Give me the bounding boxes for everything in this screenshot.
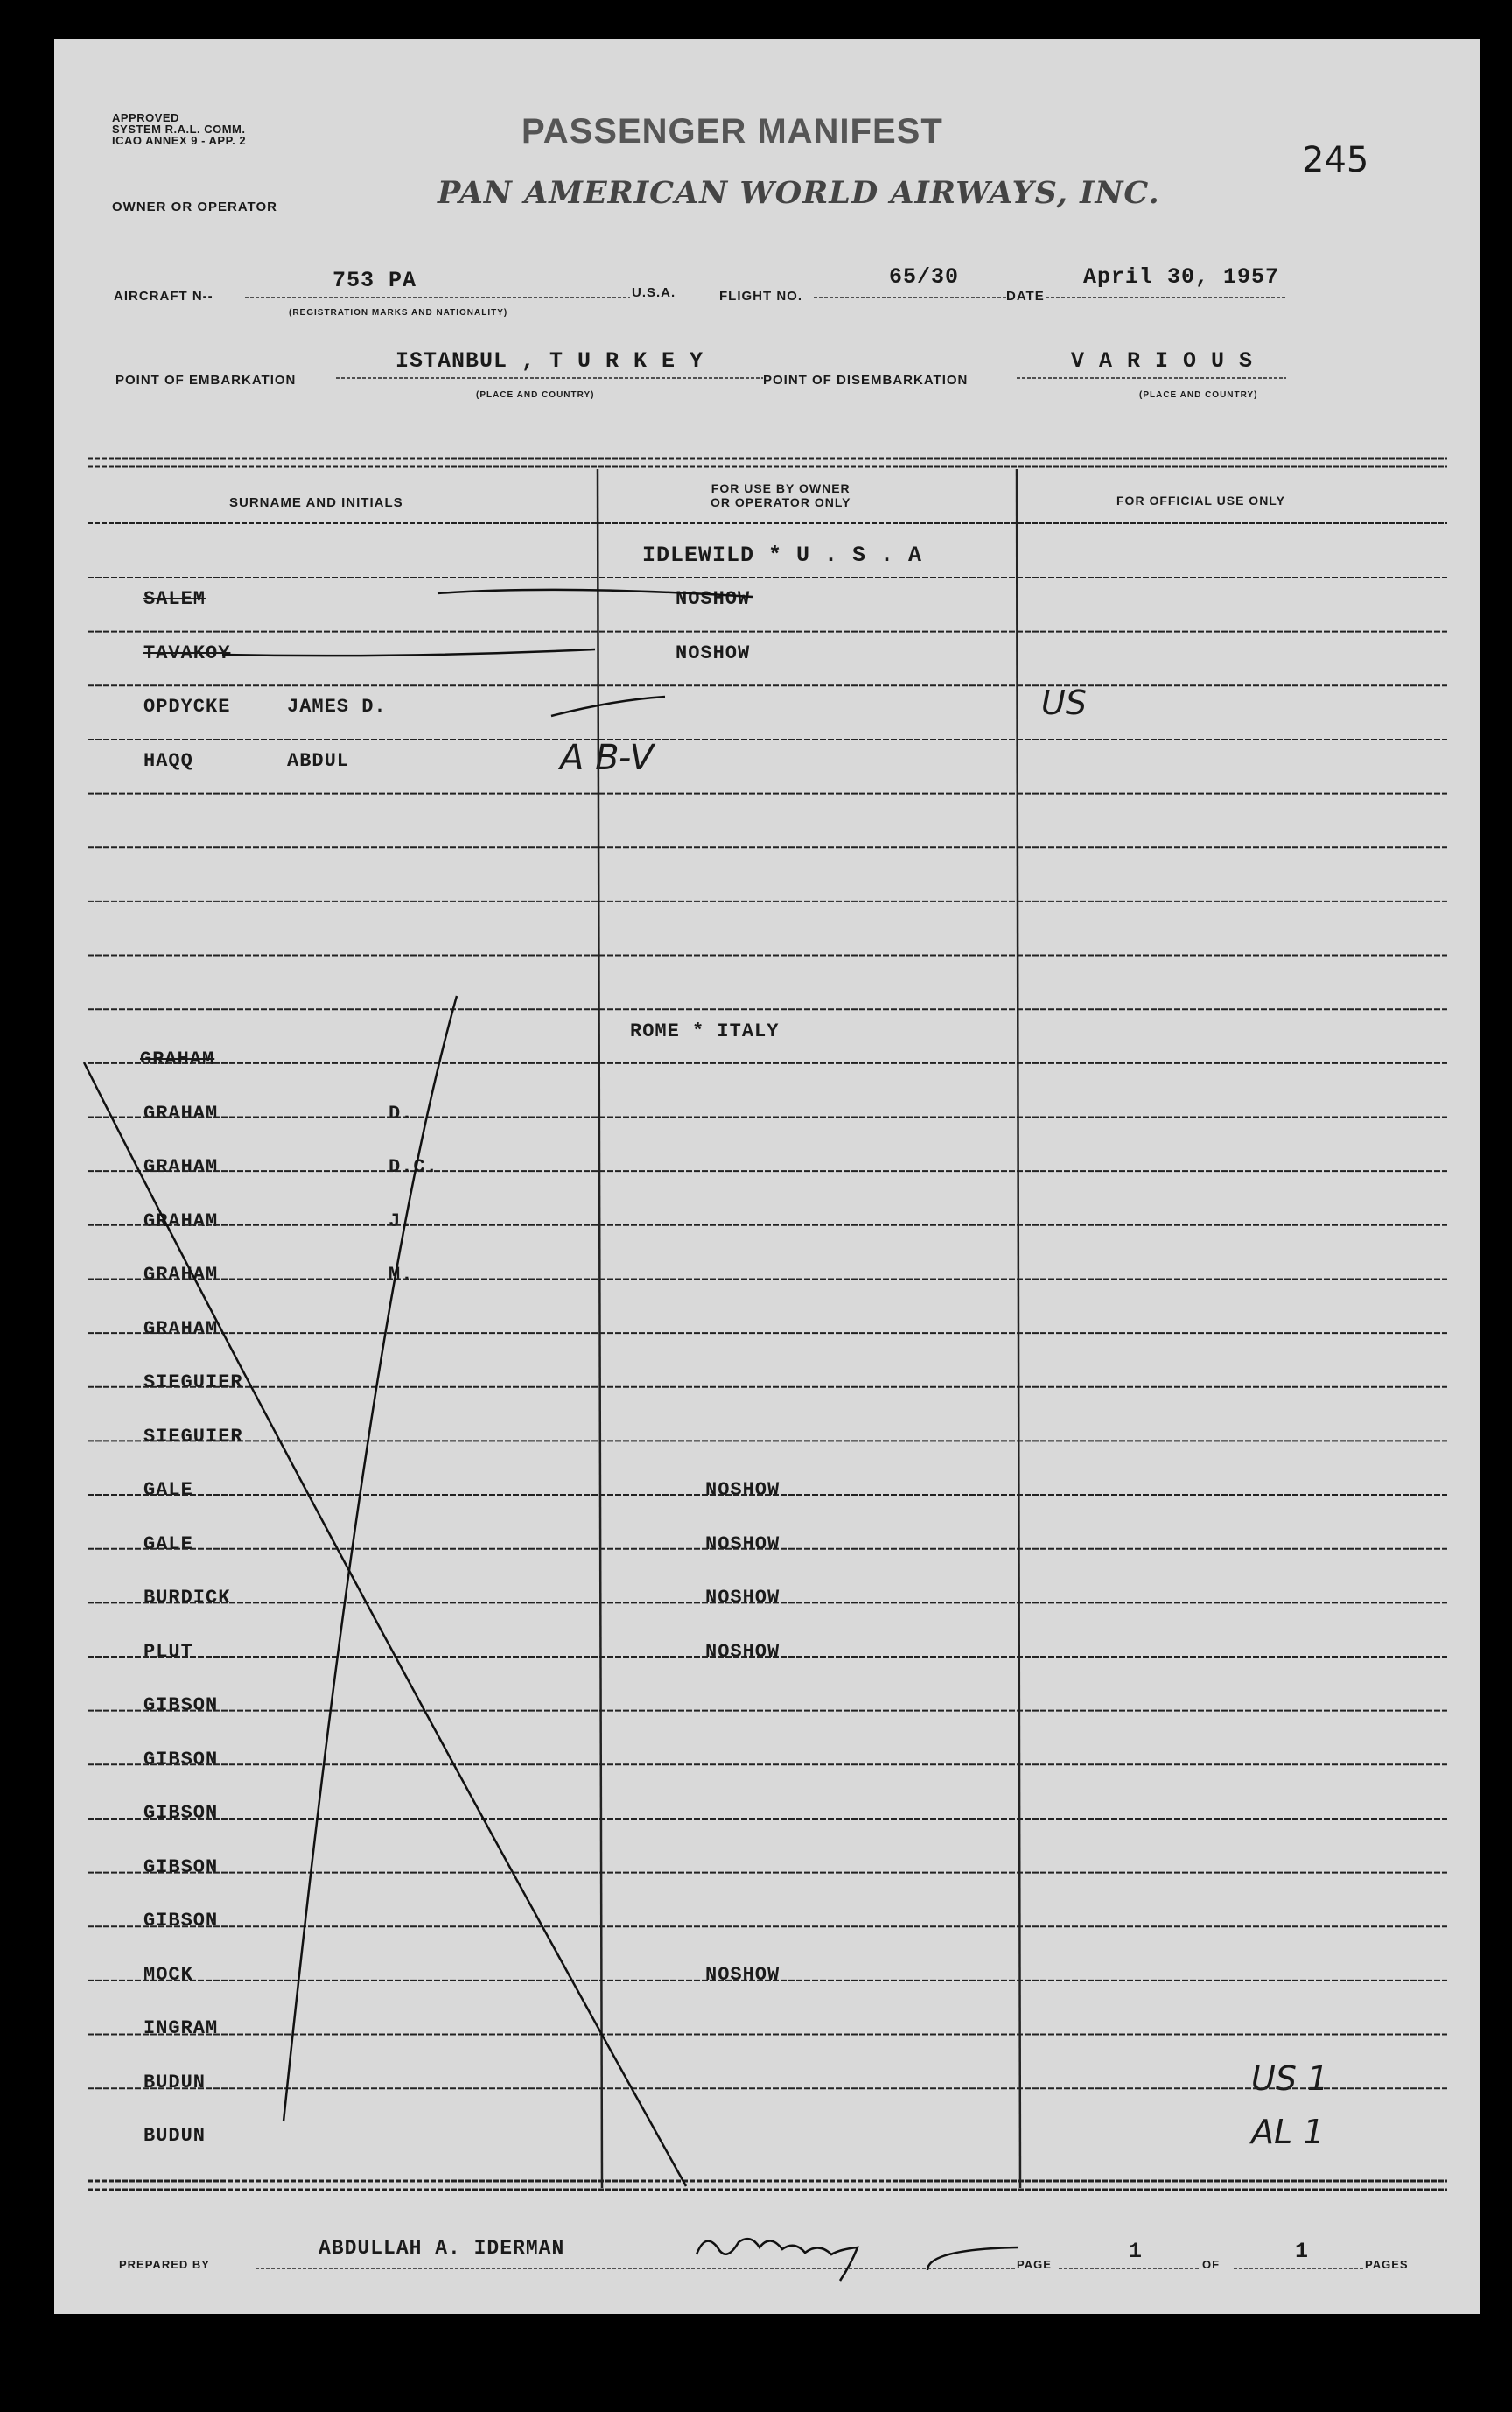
embarkation-value: ISTANBUL , T U R K E Y bbox=[396, 348, 704, 374]
section-destination: IDLEWILD * U . S . A bbox=[642, 543, 923, 568]
column-header-surname: SURNAME AND INITIALS bbox=[229, 495, 403, 510]
prepared-by-label: PREPARED BY bbox=[119, 2258, 210, 2271]
owner-use-note: NOSHOW bbox=[705, 1587, 780, 1609]
passenger-surname: GRAHAM bbox=[144, 1264, 219, 1286]
passenger-surname: GALE bbox=[144, 1532, 193, 1555]
owner-use-note: NOSHOW bbox=[676, 642, 751, 664]
passenger-surname: OPDYCKE bbox=[144, 696, 231, 718]
column-divider bbox=[1017, 469, 1020, 2188]
passenger-surname: GRAHAM bbox=[144, 1210, 219, 1232]
disembarkation-label: POINT OF DISEMBARKATION bbox=[763, 373, 969, 388]
passenger-surname: GRAHAM bbox=[144, 1156, 219, 1178]
signature bbox=[696, 2239, 858, 2281]
passenger-surname: BURDICK bbox=[144, 1587, 231, 1609]
pen-cross-line bbox=[84, 1062, 686, 2186]
page-value: 1 bbox=[1129, 2239, 1144, 2264]
owner-use-note: NOSHOW bbox=[705, 1532, 780, 1555]
prepared-by-name: ABDULLAH A. IDERMAN bbox=[318, 2237, 565, 2260]
passenger-surname: SIEGUIER bbox=[144, 1425, 243, 1448]
page-label: PAGE bbox=[1017, 2258, 1052, 2271]
pages-label: PAGES bbox=[1365, 2258, 1409, 2271]
owner-use-note: NOSHOW bbox=[705, 1963, 780, 1986]
passenger-surname: GRAHAM bbox=[144, 1317, 219, 1340]
nationality: U.S.A. bbox=[632, 285, 676, 300]
aircraft-value: 753 PA bbox=[332, 268, 417, 293]
passenger-surname: PLUT bbox=[144, 1640, 193, 1663]
of-label: OF bbox=[1202, 2258, 1221, 2271]
pen-strike bbox=[438, 590, 752, 597]
passenger-surname: BUDUN bbox=[144, 2071, 206, 2093]
column-divider bbox=[598, 469, 602, 2188]
owner-use-note: NOSHOW bbox=[676, 588, 751, 610]
passenger-initials: D. bbox=[388, 1102, 414, 1125]
passenger-surname: GRAHAM bbox=[140, 1048, 215, 1070]
passenger-initials: D.C. bbox=[388, 1156, 438, 1178]
passenger-surname: GIBSON bbox=[144, 1910, 219, 1932]
flight-value: 65/30 bbox=[889, 264, 960, 290]
pen-cross-line bbox=[284, 996, 457, 2121]
official-use-note: US 1 bbox=[1251, 2058, 1329, 2098]
official-use-note: US bbox=[1041, 684, 1087, 722]
passenger-surname: GIBSON bbox=[144, 1694, 219, 1716]
section-destination: ROME * ITALY bbox=[630, 1020, 780, 1042]
approval-line: SYSTEM R.A.L. COMM. bbox=[112, 123, 246, 136]
passenger-surname: GIBSON bbox=[144, 1748, 219, 1770]
disembarkation-value: V A R I O U S bbox=[1071, 348, 1254, 374]
owner-use-note: NOSHOW bbox=[705, 1640, 780, 1663]
pen-strike bbox=[928, 2247, 1018, 2270]
operator-name: PAN AMERICAN WORLD AIRWAYS, INC. bbox=[438, 175, 1160, 211]
embarkation-label: POINT OF EMBARKATION bbox=[116, 373, 297, 388]
passenger-initials: JAMES D. bbox=[287, 696, 387, 718]
official-use-note: AL 1 bbox=[1251, 2113, 1325, 2151]
passenger-surname: GALE bbox=[144, 1479, 193, 1501]
passenger-surname: HAQQ bbox=[144, 749, 193, 772]
aircraft-label: AIRCRAFT N-- bbox=[114, 289, 214, 304]
passenger-surname: GIBSON bbox=[144, 1855, 219, 1878]
page-title: PASSENGER MANIFEST bbox=[522, 112, 943, 151]
disembarkation-sublabel: (PLACE AND COUNTRY) bbox=[1139, 390, 1258, 400]
approval-line: APPROVED bbox=[112, 111, 179, 124]
passenger-initials: ABDUL bbox=[287, 749, 350, 772]
passenger-surname: SIEGUIER bbox=[144, 1371, 243, 1393]
of-value: 1 bbox=[1295, 2239, 1310, 2264]
owner-use-note: NOSHOW bbox=[705, 1479, 780, 1501]
column-header-official: FOR OFFICIAL USE ONLY bbox=[1116, 494, 1285, 508]
passenger-surname: GRAHAM bbox=[144, 1102, 219, 1125]
passenger-surname: SALEM bbox=[144, 588, 206, 610]
passenger-surname: MOCK bbox=[144, 1963, 193, 1986]
pen-strike bbox=[222, 649, 595, 656]
column-header-line: FOR USE BY OWNER bbox=[710, 481, 850, 495]
registration-sublabel: (REGISTRATION MARKS AND NATIONALITY) bbox=[289, 308, 508, 318]
passenger-surname: BUDUN bbox=[144, 2125, 206, 2147]
embarkation-sublabel: (PLACE AND COUNTRY) bbox=[476, 390, 595, 400]
flight-label: FLIGHT NO. bbox=[719, 289, 802, 304]
passenger-surname: TAVAKOY bbox=[144, 642, 231, 664]
approval-line: ICAO ANNEX 9 - APP. 2 bbox=[112, 134, 247, 147]
owner-use-note: A B-V bbox=[560, 737, 654, 778]
passenger-surname: GIBSON bbox=[144, 1802, 219, 1824]
date-value: April 30, 1957 bbox=[1083, 264, 1280, 290]
pen-strike bbox=[551, 697, 665, 716]
passenger-initials: M. bbox=[388, 1264, 414, 1286]
pen-marks bbox=[84, 590, 1018, 2281]
passenger-initials: J. bbox=[388, 1210, 414, 1232]
owner-label: OWNER OR OPERATOR bbox=[112, 200, 277, 214]
date-label: DATE bbox=[1006, 289, 1045, 304]
passenger-surname: INGRAM bbox=[144, 2017, 219, 2039]
page-number: 245 bbox=[1302, 140, 1369, 180]
column-header-line: OR OPERATOR ONLY bbox=[710, 495, 851, 509]
